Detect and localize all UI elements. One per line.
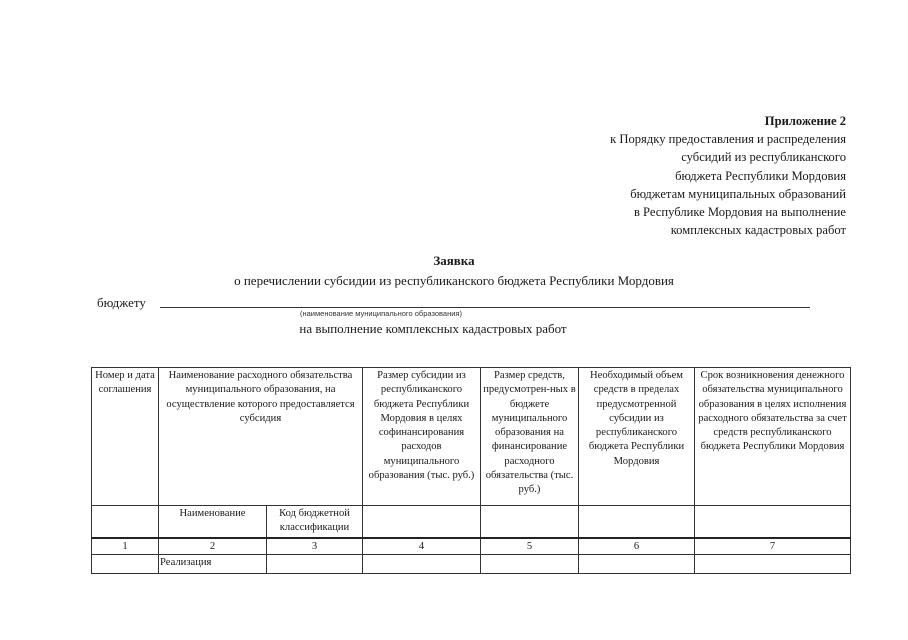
table-cell bbox=[363, 555, 481, 574]
document-subtitle: о перечислении субсидии из республиканского бюджета Республики Мордовия bbox=[234, 273, 674, 288]
annex-block bbox=[526, 112, 846, 239]
budget-label: бюджету bbox=[97, 295, 146, 310]
column-number: 6 bbox=[579, 538, 695, 555]
subheader-empty bbox=[363, 506, 481, 539]
annex-line: бюджета Республики Мордовия bbox=[675, 168, 846, 183]
budget-hint: (наименование муниципального образования) bbox=[300, 309, 462, 318]
subheader-empty bbox=[695, 506, 851, 539]
header-obligation: Наименование расходного обязательства муниципального образования, на осуществление которого предоставляется субсидия bbox=[159, 368, 363, 506]
annex-heading: Приложение 2 bbox=[764, 114, 846, 128]
column-number: 1 bbox=[92, 538, 159, 555]
budget-underline bbox=[160, 307, 810, 308]
annex-line: в Республике Мордовия на выполнение bbox=[633, 205, 846, 220]
column-number: 5 bbox=[481, 538, 579, 555]
subheader-empty bbox=[579, 506, 695, 539]
document-purpose: на выполнение комплексных кадастровых работ bbox=[299, 321, 567, 336]
column-number: 2 bbox=[159, 538, 267, 555]
subheader-budget-code: Код бюджетной классификации bbox=[267, 506, 363, 539]
request-table bbox=[91, 367, 851, 574]
table-cell bbox=[481, 555, 579, 574]
column-number: 7 bbox=[695, 538, 851, 555]
table-cell bbox=[92, 555, 159, 574]
table-cell bbox=[267, 555, 363, 574]
document-title: Заявка bbox=[433, 253, 475, 268]
header-local-funds: Размер средств, предусмотрен-ных в бюджете муниципального образования на финансирование расходного обязательства (тыс. руб.) bbox=[481, 368, 579, 506]
subheader-empty bbox=[92, 506, 159, 539]
header-required-volume: Необходимый объем средств в пределах предусмотренной субсидии из республиканского бюджета Республики Мордовия bbox=[579, 368, 695, 506]
column-number: 4 bbox=[363, 538, 481, 555]
subheader-name: Наименование bbox=[159, 506, 267, 539]
table-cell bbox=[695, 555, 851, 574]
column-number: 3 bbox=[267, 538, 363, 555]
annex-line: субсидий из республиканского bbox=[681, 150, 846, 165]
annex-line: бюджетам муниципальных образований bbox=[630, 186, 846, 201]
annex-line: к Порядку предоставления и распределения bbox=[610, 132, 846, 147]
header-obligation-term: Срок возникновения денежного обязательства муниципального образования в целях исполнения расходного обязательства за счет средств республиканского бюджета Республики Мордовия bbox=[695, 368, 851, 506]
header-agreement: Номер и дата соглашения bbox=[92, 368, 159, 506]
table-cell bbox=[579, 555, 695, 574]
header-subsidy-amount: Размер субсидии из республиканского бюджета Республики Мордовия в целях софинансирования расходов муниципального образования (тыс. руб.) bbox=[363, 368, 481, 506]
subheader-empty bbox=[481, 506, 579, 539]
table-cell-realization: Реализация bbox=[159, 555, 267, 574]
annex-line: комплексных кадастровых работ bbox=[670, 223, 846, 238]
